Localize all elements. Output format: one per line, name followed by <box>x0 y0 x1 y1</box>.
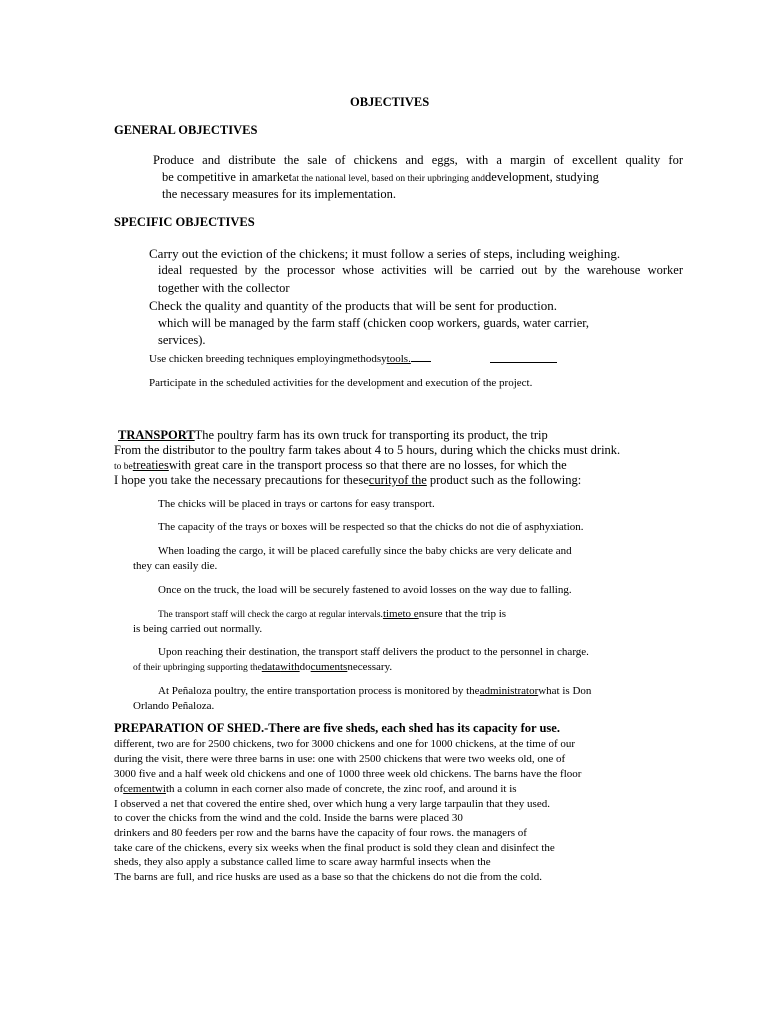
transport-line-2: From the distributor to the poultry farm takes about 4 to 5 hours, during which the chicks must drink. <box>114 443 621 457</box>
specific-item-2-line-1: Check the quality and quantity of the products that will be sent for production. <box>149 298 557 313</box>
specific-objectives-heading: SPECIFIC OBJECTIVES <box>114 215 255 229</box>
general-objective-line-2: be competitive in amarketat the national level, based on their upbringing anddevelopment, studying <box>162 170 599 184</box>
transport-item-7-line-1: At Peñaloza poultry, the entire transportation process is monitored by theadministratorwhat is Don <box>158 685 592 697</box>
page-title: OBJECTIVES <box>350 95 430 109</box>
transport-item-6-line-1: Upon reaching their destination, the transport staff delivers the product to the personnel in charge. <box>158 646 589 658</box>
transport-heading: TRANSPORT <box>118 428 195 442</box>
specific-item-1-line-1: Carry out the eviction of the chickens; it must follow a series of steps, including weighing. <box>149 246 621 261</box>
shed-line-9: sheds, they also apply a substance called lime to scare away harmful insects when the <box>114 856 491 868</box>
shed-line-10: The barns are full, and rice husks are used as a base so that the chickens do not die from the cold. <box>114 871 542 883</box>
transport-item-1: The chicks will be placed in trays or cartons for easy transport. <box>158 498 435 510</box>
general-objective-line-3: the necessary measures for its implementation. <box>162 187 396 201</box>
shed-line-3: 3000 five and a half week old chickens and one of 1000 three week old chickens. The barns have the floor <box>114 768 582 780</box>
transport-item-7-line-2: Orlando Peñaloza. <box>133 700 215 712</box>
shed-line-8: take care of the chickens, every six weeks when the final product is sold they clean and disinfect the <box>114 842 555 854</box>
specific-item-4: Participate in the scheduled activities for the development and execution of the project. <box>149 377 533 389</box>
transport-item-5-line-1: The transport staff will check the cargo at regular intervals.timeto ensure that the trip is <box>158 608 507 620</box>
transport-line-1: TRANSPORTThe poultry farm has its own truck for transporting its product, the trip <box>118 428 548 442</box>
specific-item-1-line-3: together with the collector <box>158 281 290 295</box>
transport-item-5-line-2: is being carried out normally. <box>133 623 263 635</box>
transport-item-6-line-2: of their upbringing supporting thedatawithdocumentsnecessary. <box>133 661 393 673</box>
specific-item-2-line-3: services). <box>158 333 206 347</box>
specific-item-3: Use chicken breeding techniques employingmethodsytools. <box>149 351 431 367</box>
shed-line-6: to cover the chicks from the wind and the cold. Inside the barns were placed 30 <box>114 812 463 824</box>
shed-line-1: different, two are for 2500 chickens, two for 3000 chickens and one for 1000 chickens, at the time of our <box>114 738 576 750</box>
transport-line-3: to betreatieswith great care in the transport process so that there are no losses, for which the <box>114 458 567 472</box>
transport-line-4: I hope you take the necessary precautions for thesecurityof the product such as the following: <box>114 473 582 487</box>
shed-line-5: I observed a net that covered the entire shed, over which hung a very large tarpaulin that they used. <box>114 798 550 810</box>
shed-heading: PREPARATION OF SHED.-There are five sheds, each shed has its capacity for use. <box>114 721 560 735</box>
transport-item-3-line-2: they can easily die. <box>133 560 218 572</box>
transport-item-4: Once on the truck, the load will be securely fastened to avoid losses on the way due to falling. <box>158 584 572 596</box>
transport-item-2: The capacity of the trays or boxes will be respected so that the chicks do not die of asphyxiation. <box>158 521 584 533</box>
general-objectives-heading: GENERAL OBJECTIVES <box>114 123 258 137</box>
specific-item-1-line-2: ideal requested by the processor whose activities will be carried out by the warehouse worker <box>158 263 683 277</box>
shed-line-2: during the visit, there were three barns in use: one with 2500 chickens that were two weeks old, one of <box>114 753 566 765</box>
shed-line-7: drinkers and 80 feeders per row and the barns have the capacity of four rows. the managers of <box>114 827 527 839</box>
general-objective-line-1: Produce and distribute the sale of chickens and eggs, with a margin of excellent quality for <box>153 153 683 167</box>
shed-line-4: ofcementwith a column in each corner also made of concrete, the zinc roof, and around it is <box>114 783 517 795</box>
fill-in-blank-line <box>490 352 557 363</box>
transport-item-3-line-1: When loading the cargo, it will be placed carefully since the baby chicks are very delicate and <box>158 545 572 557</box>
specific-item-2-line-2: which will be managed by the farm staff (chicken coop workers, guards, water carrier, <box>158 316 590 330</box>
